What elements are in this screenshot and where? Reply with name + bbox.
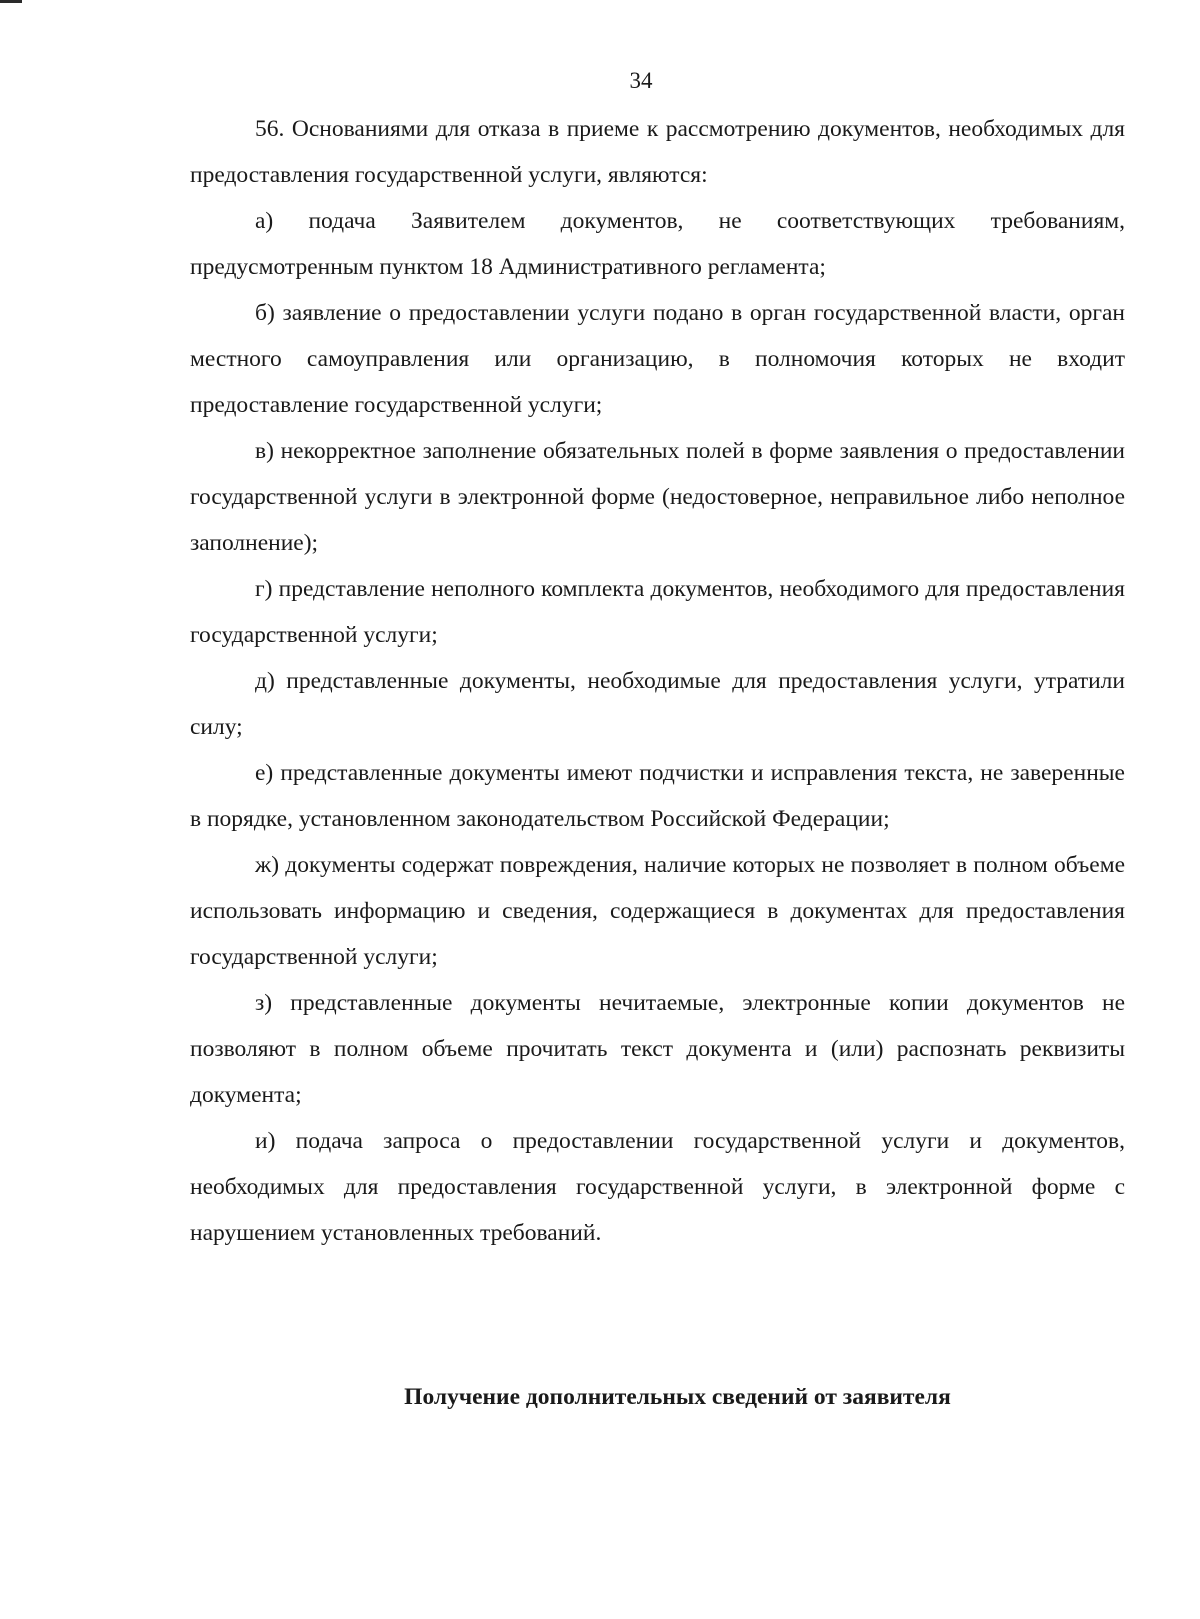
list-item-zh: ж) документы содержат повреждения, наличие которых не позволяет в полном объеме использовать информацию и сведения, содержащиеся в документах для предоставления государственной услуги; (190, 852, 1125, 970)
body-text (190, 106, 1125, 1256)
list-item-a: а) подача Заявителем документов, не соответствующих требованиям, предусмотренным пунктом 18 Административного регламента; (190, 208, 1125, 280)
scan-edge-mark (0, 0, 22, 3)
list-item-z: з) представленные документы нечитаемые, электронные копии документов не позволяют в полном объеме прочитать текст документа и (или) распознать реквизиты документа; (190, 990, 1125, 1108)
list-item-i: и) подача запроса о предоставлении государственной услуги и документов, необходимых для предоставления государственной услуги, в электронной форме с нарушением установленных требований. (190, 1128, 1125, 1246)
list-item-v: в) некорректное заполнение обязательных полей в форме заявления о предоставлении государственной услуги в электронной форме (недостоверное, неправильное либо неполное заполнение); (190, 438, 1125, 556)
list-item-e: е) представленные документы имеют подчистки и исправления текста, не заверенные в порядке, установленном законодательством Российской Федерации; (190, 760, 1125, 832)
paragraph-56: 56. Основаниями для отказа в приеме к рассмотрению документов, необходимых для предоставления государственной услуги, являются: (190, 116, 1125, 188)
list-item-d: д) представленные документы, необходимые для предоставления услуги, утратили силу; (190, 668, 1125, 740)
section-heading: Получение дополнительных сведений от заявителя (404, 1384, 951, 1410)
page-number: 34 (629, 68, 653, 93)
list-item-b: б) заявление о предоставлении услуги подано в орган государственной власти, орган местного самоуправления или организацию, в полномочия которых не входит предоставление государственной услуги; (190, 300, 1125, 418)
list-item-g: г) представление неполного комплекта документов, необходимого для предоставления государственной услуги; (190, 576, 1125, 648)
